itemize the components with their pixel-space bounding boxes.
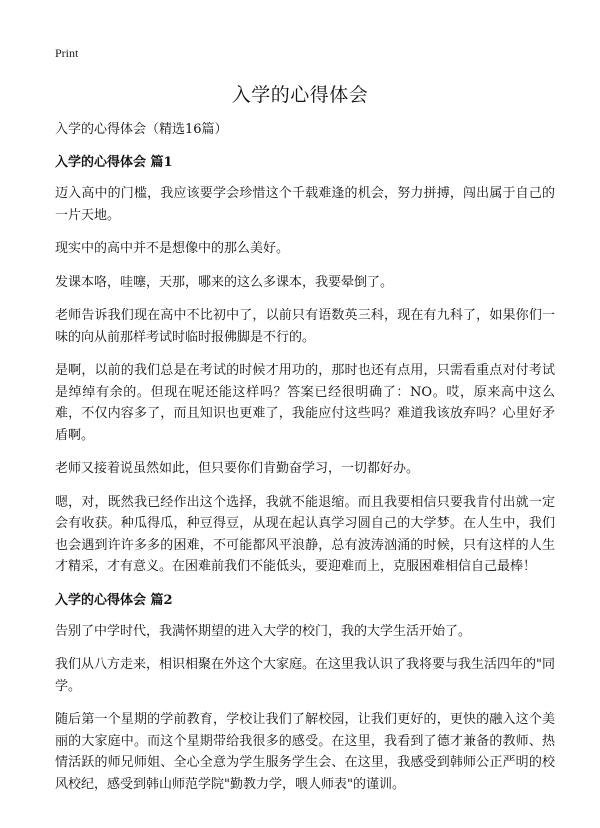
paragraph: 告别了中学时代，我满怀期望的进入大学的校门，我的大学生活开始了。 <box>55 623 472 639</box>
paragraph: 是啊，以前的我们总是在考试的时候才用功的，那时也还有点用，只需看重点对付考试是绰绰有余的。但现在呢还能这样吗？答案已经很明确了：NO。哎，原来高中这么难，不仅内容多了，而且知识也更难了，我能应付这些吗？难道我该放弃吗？心里好矛盾啊。 <box>55 363 555 443</box>
document-subtitle: 入学的心得体会（精选16篇） <box>55 122 228 137</box>
section-2 <box>55 590 555 796</box>
paragraph: 老师告诉我们现在高中不比初中了，以前只有语数英三科，现在有九科了，如果你们一味的向从前那样考试时临时报佛脚是不行的。 <box>55 308 555 345</box>
page-title: 入学的心得体会 <box>231 84 369 106</box>
paragraph: 嗯，对，既然我已经作出这个选择，我就不能退缩。而且我要相信只要我肯付出就一定会有收获。种瓜得瓜，种豆得豆，从现在起认真学习圆自己的大学梦。在人生中，我们也会遇到许许多多的困难，不可能都风平浪静，总有波涛汹涌的时候，只有这样的人生才精采，才有意义。在困难前我们不能低头，要迎难而上，克服困难相信自己最棒！ <box>55 494 555 574</box>
document-body <box>55 119 555 807</box>
print-link[interactable]: Print <box>55 46 79 60</box>
paragraph: 我们从八方走来，相识相聚在外这个大家庭。在这里我认识了我将要与我生活四年的"同学。 <box>55 657 555 694</box>
paragraph: 老师又接着说虽然如此，但只要你们肯勤奋学习，一切都好办。 <box>55 461 420 476</box>
section-heading: 入学的心得体会 篇1 <box>55 155 173 170</box>
section-heading: 入学的心得体会 篇2 <box>55 592 173 608</box>
paragraph: 发课本咯，哇噻，天那，哪来的这么多课本，我要晕倒了。 <box>55 274 394 290</box>
paragraph: 现实中的高中并不是想像中的那么美好。 <box>55 241 290 256</box>
paragraph: 迈入高中的门槛，我应该要学会珍惜这个千载难逢的机会，努力拼搏，闯出属于自己的一片天地。 <box>55 186 555 223</box>
section-1 <box>55 152 555 578</box>
paragraph: 随后第一个星期的学前教育，学校让我们了解校园，让我们更好的，更快的融入这个美丽的大家庭中。而这个星期带给我很多的感受。在这里，我看到了德才兼备的教师、热情活跃的师兄师姐、全心全意为学生服务学生会、在这里，我感受到韩师公正严明的校风校纪，感受到韩山师范学院"勤教力学，喂人师表"的谨训。 <box>55 712 555 792</box>
